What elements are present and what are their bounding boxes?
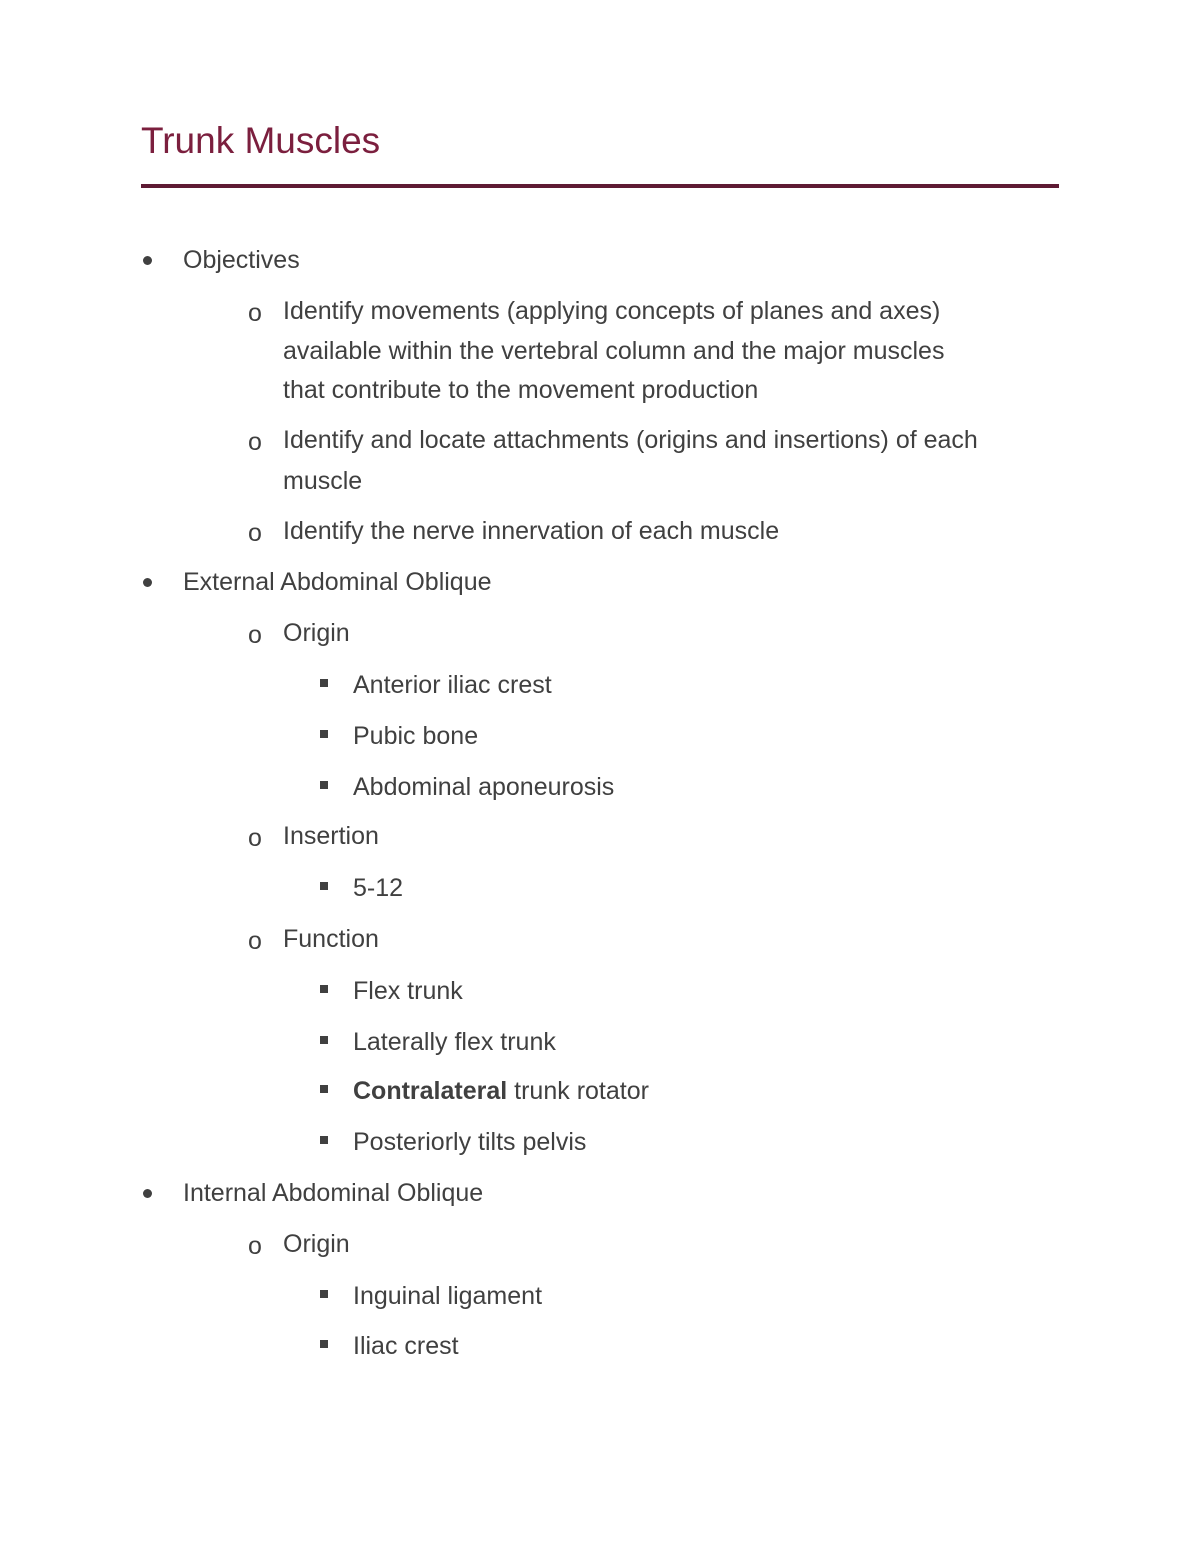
bullet-square-icon xyxy=(320,730,328,738)
list-item: Posteriorly tilts pelvis xyxy=(353,1128,587,1156)
bullet-circle-icon: o xyxy=(248,519,262,547)
bullet-square-icon xyxy=(320,1085,328,1093)
bullet-square-icon xyxy=(320,1290,328,1298)
list-item: Flex trunk xyxy=(353,977,463,1005)
bullet-square-icon xyxy=(320,882,328,890)
objective-line: muscle xyxy=(283,467,363,495)
title-divider xyxy=(141,184,1059,188)
subheading-insertion: Insertion xyxy=(283,822,379,850)
subheading-origin: Origin xyxy=(283,1230,350,1258)
objective-line: Identify the nerve innervation of each muscle xyxy=(283,517,780,545)
list-item: 5-12 xyxy=(353,874,404,902)
subheading-function: Function xyxy=(283,925,379,953)
objective-line: Identify and locate attachments (origins and insertions) of each xyxy=(283,426,978,454)
objective-line: Identify movements (applying concepts of planes and axes) xyxy=(283,297,941,325)
bullet-square-icon xyxy=(320,985,328,993)
objective-line: available within the vertebral column and the major muscles xyxy=(283,337,945,365)
list-item-contralateral xyxy=(353,1072,649,1111)
page-title: Trunk Muscles xyxy=(141,120,381,161)
subheading-origin: Origin xyxy=(283,619,350,647)
list-item: Abdominal aponeurosis xyxy=(353,773,615,801)
bullet-circle-icon: o xyxy=(248,927,262,955)
bullet-square-icon xyxy=(320,781,328,789)
bullet-square-icon xyxy=(320,1036,328,1044)
section-heading-external-oblique: External Abdominal Oblique xyxy=(183,568,492,596)
bullet-square-icon xyxy=(320,1340,328,1348)
section-heading-internal-oblique: Internal Abdominal Oblique xyxy=(183,1179,484,1207)
bullet-square-icon xyxy=(320,1136,328,1144)
bold-term: Contralateral xyxy=(353,1077,508,1105)
bullet-dot-icon xyxy=(143,578,152,587)
list-item: Anterior iliac crest xyxy=(353,671,552,699)
bullet-circle-icon: o xyxy=(248,1232,262,1260)
section-heading-objectives: Objectives xyxy=(183,246,300,274)
bullet-circle-icon: o xyxy=(248,621,262,649)
bullet-dot-icon xyxy=(143,1189,152,1198)
bullet-square-icon xyxy=(320,679,328,687)
bullet-circle-icon: o xyxy=(248,824,262,852)
list-item: Pubic bone xyxy=(353,722,479,750)
bullet-circle-icon: o xyxy=(248,428,262,456)
bullet-dot-icon xyxy=(143,256,152,265)
list-item: Iliac crest xyxy=(353,1332,459,1360)
list-item: Inguinal ligament xyxy=(353,1282,543,1310)
list-item-text: trunk rotator xyxy=(507,1077,649,1105)
bullet-circle-icon: o xyxy=(248,299,262,327)
objective-line: that contribute to the movement production xyxy=(283,376,759,404)
list-item: Laterally flex trunk xyxy=(353,1028,556,1056)
